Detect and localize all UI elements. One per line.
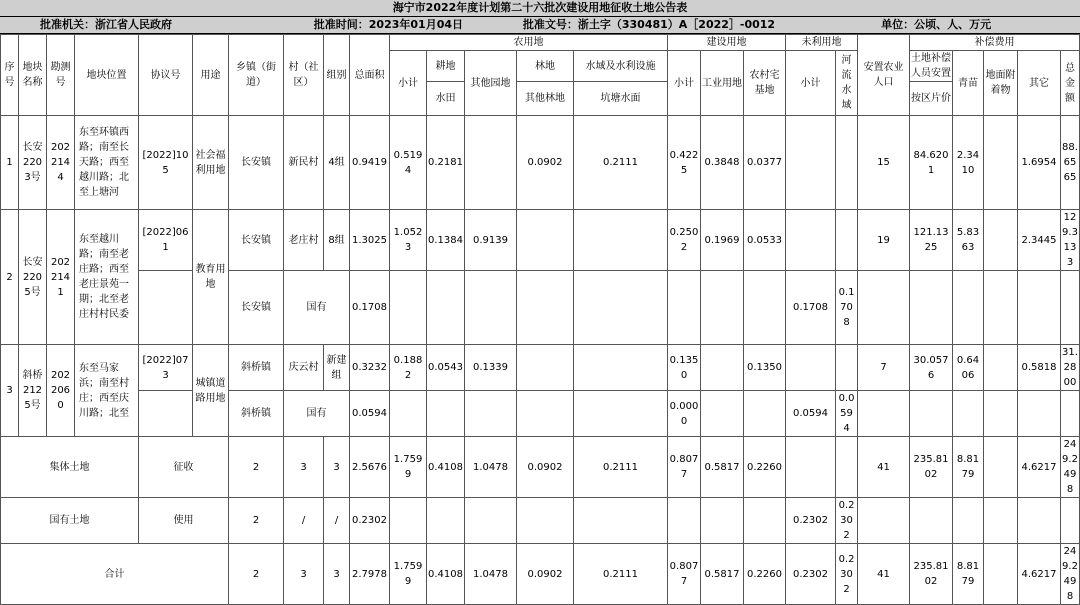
table-row (1, 210, 1080, 271)
cell-agreement: [2022]105 (139, 116, 193, 210)
summary-row (1, 437, 1080, 498)
cell-total: 0.1708 (350, 271, 390, 345)
cell-land-comp: 121.1325 (910, 210, 953, 271)
cell-con-sub: 0.8077 (668, 544, 701, 605)
hdr-agri-subtotal: 小计 (390, 51, 427, 116)
hdr-other-forest: 其他林地 (517, 82, 574, 116)
cell-rural: 0.0377 (744, 116, 786, 210)
cell-other: 4.6217 (1018, 544, 1061, 605)
cell-resettle (858, 498, 910, 544)
cell-agri-sub: 0.1882 (390, 345, 427, 391)
cell-garden (465, 391, 517, 437)
hdr-land-comp: 土地补偿人员安置 (910, 51, 953, 82)
cell-group: 4组 (324, 116, 350, 210)
cell-industrial: 0.5817 (701, 437, 744, 498)
cell-pond (574, 210, 668, 271)
cell-town: 长安镇 (229, 271, 284, 345)
cell-pond (574, 498, 668, 544)
cell-rural (744, 498, 786, 544)
cell-agreement (139, 271, 193, 345)
cell-amount: 249.2498 (1061, 437, 1080, 498)
cell-pond: 0.2111 (574, 116, 668, 210)
cell-other: 0.5818 (1018, 345, 1061, 391)
cell-resettle: 41 (858, 544, 910, 605)
cell-attach (984, 271, 1018, 345)
cell-paddy (427, 498, 465, 544)
cell-town: 斜桥镇 (229, 345, 284, 391)
cell-industrial (701, 498, 744, 544)
cell-seq: 1 (1, 116, 19, 210)
cell-agri-sub: 1.7599 (390, 544, 427, 605)
cell-con-sub (668, 271, 701, 345)
cell-resettle: 15 (858, 116, 910, 210)
cell-land-comp (910, 391, 953, 437)
cell-paddy (427, 271, 465, 345)
cell-seedling: 0.6406 (953, 345, 984, 391)
hdr-agri: 农用地 (390, 35, 668, 51)
cell-rural (744, 391, 786, 437)
cell-river: 0.1708 (836, 271, 858, 345)
cell-agri-sub (390, 391, 427, 437)
cell-village: 国有 (284, 391, 350, 437)
cell-land-comp (910, 271, 953, 345)
cell-con-sub: 0.2502 (668, 210, 701, 271)
cell-sum-label: 国有土地 (1, 498, 139, 544)
cell-seedling: 2.3410 (953, 116, 984, 210)
cell-total: 0.2302 (350, 498, 390, 544)
cell-usage: 社会福利用地 (193, 116, 229, 210)
cell-seq: 2 (1, 210, 19, 345)
cell-attach (984, 345, 1018, 391)
meta-docno: 批准文号：浙土字（330481）A［2022］-0012 (522, 18, 776, 31)
meta-date: 批准时间：2023年01月04日 (313, 18, 463, 31)
cell-other: 4.6217 (1018, 437, 1061, 498)
cell-attach (984, 391, 1018, 437)
cell-village: 3 (284, 437, 324, 498)
cell-industrial: 0.1969 (701, 210, 744, 271)
cell-agri-sub (390, 498, 427, 544)
cell-usage: 城镇道路用地 (193, 345, 229, 437)
cell-un-sub (786, 437, 836, 498)
cell-industrial: 0.5817 (701, 544, 744, 605)
cell-village: 3 (284, 544, 324, 605)
cell-un-sub (786, 345, 836, 391)
hdr-location: 地块位置 (75, 35, 139, 116)
cell-amount: 88.6565 (1061, 116, 1080, 210)
cell-seedling (953, 271, 984, 345)
cell-paddy: 0.4108 (427, 437, 465, 498)
hdr-seq: 序号 (1, 35, 19, 116)
cell-agreement: [2022]061 (139, 210, 193, 271)
table-row (1, 391, 1080, 437)
cell-con-sub (668, 498, 701, 544)
cell-total: 2.7978 (350, 544, 390, 605)
cell-seedling: 8.8179 (953, 437, 984, 498)
hdr-seedling: 青苗 (953, 51, 984, 116)
cell-town: 斜桥镇 (229, 391, 284, 437)
table-row (1, 345, 1080, 391)
cell-group: 3 (324, 544, 350, 605)
cell-block: 长安2203号 (19, 116, 47, 210)
cell-block: 长安2205号 (19, 210, 47, 345)
cell-village: 老庄村 (284, 210, 324, 271)
cell-land-comp: 30.0576 (910, 345, 953, 391)
cell-resettle: 19 (858, 210, 910, 271)
hdr-agreement: 协议号 (139, 35, 193, 116)
hdr-industrial: 工业用地 (701, 51, 744, 116)
cell-town: 长安镇 (229, 116, 284, 210)
cell-rural (744, 271, 786, 345)
hdr-constr: 建设用地 (668, 35, 786, 51)
cell-resettle (858, 271, 910, 345)
cell-total: 0.9419 (350, 116, 390, 210)
cell-village: / (284, 498, 324, 544)
meta-authority: 批准机关：浙江省人民政府 (40, 18, 172, 31)
cell-river: 0.2302 (836, 544, 858, 605)
cell-location: 东至环镇西路；南至长天路；西至越川路；北至上塘河 (75, 116, 139, 210)
cell-attach (984, 544, 1018, 605)
cell-river: 0.2302 (836, 498, 858, 544)
cell-land-comp (910, 498, 953, 544)
hdr-rural-home: 农村宅基地 (744, 51, 786, 116)
cell-resettle (858, 391, 910, 437)
cell-sum-label: 合计 (1, 544, 229, 605)
cell-land-comp: 84.6201 (910, 116, 953, 210)
hdr-survey: 勘测号 (47, 35, 75, 116)
summary-row (1, 498, 1080, 544)
cell-attach (984, 210, 1018, 271)
summary-row (1, 544, 1080, 605)
hdr-un-subtotal: 小计 (786, 51, 836, 116)
hdr-resettle: 安置农业人口 (858, 35, 910, 116)
cell-resettle: 41 (858, 437, 910, 498)
cell-other (1018, 498, 1061, 544)
meta-bar (0, 17, 1080, 34)
hdr-garden: 其他园地 (465, 51, 517, 116)
cell-garden (465, 271, 517, 345)
hdr-forest: 林地 (517, 51, 574, 82)
cell-other-forest: 0.0902 (517, 437, 574, 498)
hdr-usage: 用途 (193, 35, 229, 116)
cell-amount (1061, 391, 1080, 437)
cell-un-sub (786, 116, 836, 210)
cell-con-sub: 0.8077 (668, 437, 701, 498)
cell-survey: 2022060 (47, 345, 75, 437)
cell-seedling: 8.8179 (953, 544, 984, 605)
hdr-paddy: 水田 (427, 82, 465, 116)
cell-pond (574, 271, 668, 345)
cell-land-comp: 235.8102 (910, 544, 953, 605)
cell-industrial (701, 345, 744, 391)
hdr-group: 组别 (324, 35, 350, 116)
cell-town: 2 (229, 498, 284, 544)
hdr-other: 其它 (1018, 51, 1061, 116)
cell-other (1018, 271, 1061, 345)
cell-location: 东至越川路；南至老庄路；西至老庄景苑一期；北至老庄村村民委 (75, 210, 139, 345)
cell-con-sub: 0.4225 (668, 116, 701, 210)
cell-rural: 0.2260 (744, 544, 786, 605)
cell-con-sub: 0.1350 (668, 345, 701, 391)
cell-sum-kind: 使用 (139, 498, 229, 544)
cell-amount (1061, 271, 1080, 345)
cell-total: 0.3232 (350, 345, 390, 391)
cell-town: 2 (229, 544, 284, 605)
cell-survey: 2022144 (47, 116, 75, 210)
cell-amount (1061, 498, 1080, 544)
cell-garden: 0.9139 (465, 210, 517, 271)
cell-other-forest (517, 271, 574, 345)
cell-garden: 1.0478 (465, 437, 517, 498)
cell-other-forest (517, 498, 574, 544)
cell-seedling (953, 391, 984, 437)
cell-industrial: 0.3848 (701, 116, 744, 210)
cell-attach (984, 437, 1018, 498)
cell-river (836, 437, 858, 498)
cell-survey: 2022141 (47, 210, 75, 345)
cell-group: / (324, 498, 350, 544)
hdr-river: 河流水域 (836, 51, 858, 116)
cell-amount: 249.2498 (1061, 544, 1080, 605)
cell-pond (574, 391, 668, 437)
hdr-cultivated: 耕地 (427, 51, 465, 82)
cell-con-sub: 0.0000 (668, 391, 701, 437)
hdr-town: 乡镇（街道） (229, 35, 284, 116)
cell-river (836, 116, 858, 210)
table-title: 海宁市2022年度计划第二十六批次建设用地征收土地公告表 (0, 0, 1080, 17)
cell-un-sub: 0.2302 (786, 544, 836, 605)
cell-village: 庆云村 (284, 345, 324, 391)
hdr-village: 村（社区） (284, 35, 324, 116)
hdr-unused: 未利用地 (786, 35, 858, 51)
cell-total: 2.5676 (350, 437, 390, 498)
cell-agri-sub: 0.5194 (390, 116, 427, 210)
hdr-water: 水域及水利设施 (574, 51, 668, 82)
cell-paddy (427, 391, 465, 437)
cell-agreement: [2022]073 (139, 345, 193, 391)
hdr-con-subtotal: 小计 (668, 51, 701, 116)
hdr-pond: 坑塘水面 (574, 82, 668, 116)
cell-un-sub (786, 210, 836, 271)
cell-land-comp: 235.8102 (910, 437, 953, 498)
cell-attach (984, 116, 1018, 210)
cell-garden (465, 498, 517, 544)
cell-agri-sub: 1.7599 (390, 437, 427, 498)
cell-sum-kind: 征收 (139, 437, 229, 498)
land-table (0, 34, 1080, 605)
table-row (1, 271, 1080, 345)
cell-total: 1.3025 (350, 210, 390, 271)
cell-industrial (701, 271, 744, 345)
cell-agreement (139, 391, 193, 437)
cell-pond (574, 345, 668, 391)
cell-seq: 3 (1, 345, 19, 437)
cell-group: 新建组 (324, 345, 350, 391)
cell-attach (984, 498, 1018, 544)
cell-paddy: 0.2181 (427, 116, 465, 210)
cell-other-forest (517, 210, 574, 271)
hdr-total-amount: 总金额 (1061, 51, 1080, 116)
cell-village: 国有 (284, 271, 350, 345)
cell-un-sub: 0.2302 (786, 498, 836, 544)
cell-total: 0.0594 (350, 391, 390, 437)
cell-un-sub: 0.1708 (786, 271, 836, 345)
cell-pond: 0.2111 (574, 544, 668, 605)
cell-rural: 0.2260 (744, 437, 786, 498)
cell-paddy: 0.1384 (427, 210, 465, 271)
cell-sum-label: 集体土地 (1, 437, 139, 498)
cell-garden (465, 116, 517, 210)
cell-other-forest (517, 345, 574, 391)
cell-paddy: 0.4108 (427, 544, 465, 605)
cell-group: 8组 (324, 210, 350, 271)
table-row (1, 116, 1080, 210)
cell-rural: 0.1350 (744, 345, 786, 391)
cell-resettle: 7 (858, 345, 910, 391)
cell-agri-sub (390, 271, 427, 345)
cell-river: 0.0594 (836, 391, 858, 437)
cell-amount: 129.3133 (1061, 210, 1080, 271)
cell-other-forest (517, 391, 574, 437)
cell-other-forest: 0.0902 (517, 116, 574, 210)
hdr-block: 地块名称 (19, 35, 47, 116)
hdr-zone-price: 按区片价 (910, 82, 953, 116)
cell-garden: 0.1339 (465, 345, 517, 391)
cell-rural: 0.0533 (744, 210, 786, 271)
cell-pond: 0.2111 (574, 437, 668, 498)
cell-block: 斜桥2125号 (19, 345, 47, 437)
cell-un-sub: 0.0594 (786, 391, 836, 437)
cell-agri-sub: 1.0523 (390, 210, 427, 271)
hdr-total-area: 总面积 (350, 35, 390, 116)
cell-village: 新民村 (284, 116, 324, 210)
cell-town: 2 (229, 437, 284, 498)
cell-river (836, 345, 858, 391)
cell-other: 2.3445 (1018, 210, 1061, 271)
hdr-attach: 地面附着物 (984, 51, 1018, 116)
meta-unit: 单位：公顷、人、万元 (881, 18, 992, 31)
cell-other (1018, 391, 1061, 437)
hdr-comp: 补偿费用 (910, 35, 1080, 51)
cell-garden: 1.0478 (465, 544, 517, 605)
cell-location: 东至马家浜；南至村庄；西至庆川路；北至 (75, 345, 139, 437)
cell-town: 长安镇 (229, 210, 284, 271)
cell-seedling (953, 498, 984, 544)
cell-paddy: 0.0543 (427, 345, 465, 391)
cell-other-forest: 0.0902 (517, 544, 574, 605)
cell-group: 3 (324, 437, 350, 498)
cell-industrial (701, 391, 744, 437)
cell-other: 1.6954 (1018, 116, 1061, 210)
cell-usage: 教育用地 (193, 210, 229, 345)
cell-seedling: 5.8363 (953, 210, 984, 271)
cell-amount: 31.2800 (1061, 345, 1080, 391)
cell-river (836, 210, 858, 271)
